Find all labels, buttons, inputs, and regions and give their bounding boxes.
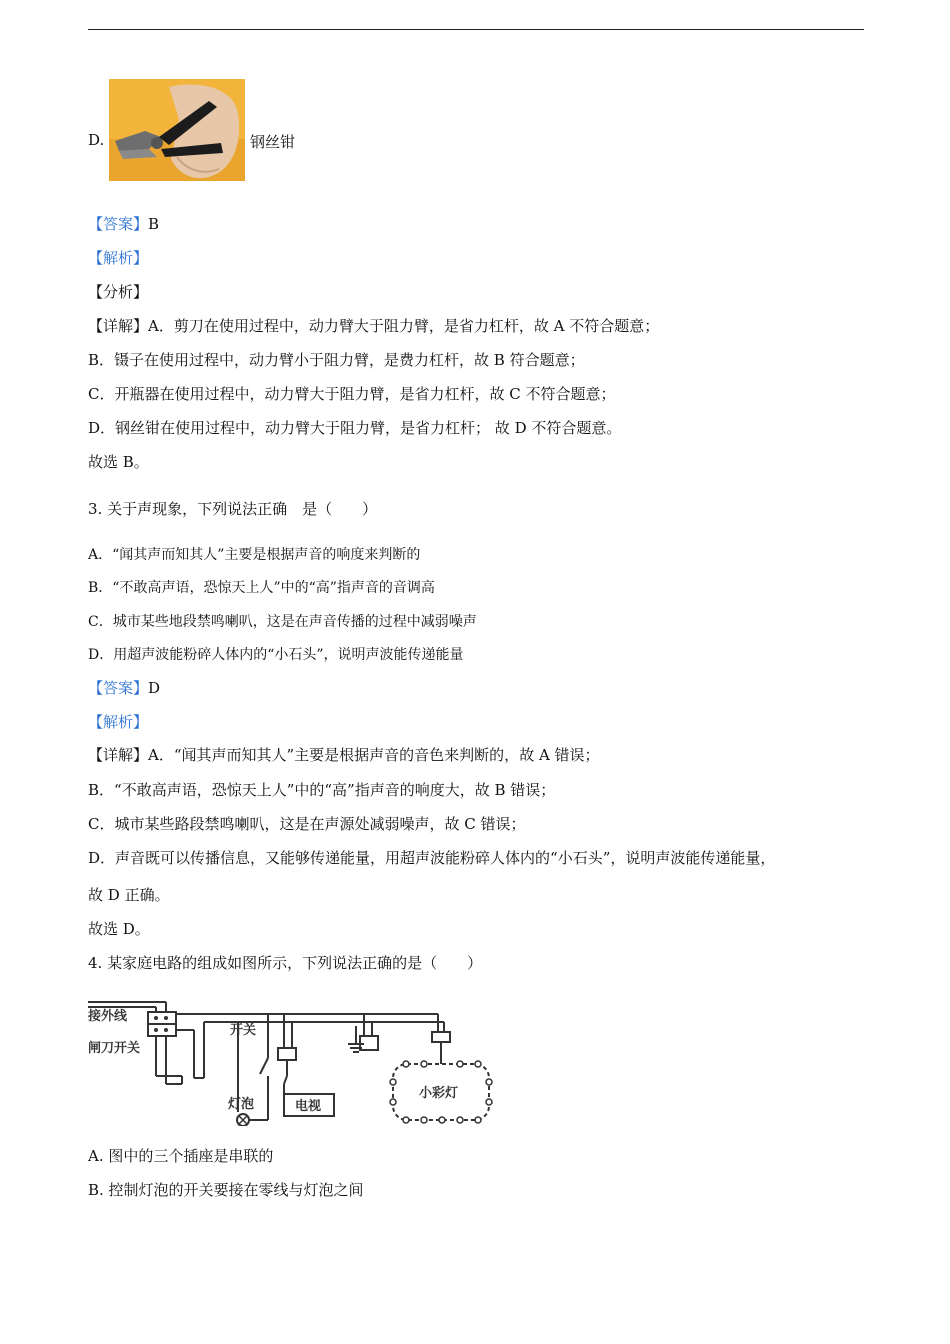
detail-a xyxy=(88,316,659,336)
q3-option-a: A．“闻其声而知其人”主要是根据声音的响度来判断的 xyxy=(88,547,421,563)
label-switch: 开关 xyxy=(230,1023,257,1038)
pliers-photo xyxy=(109,79,245,181)
q3-detail-c: C．城市某些路段禁鸣喇叭，这是在声源处减弱噪声，故 C 错误； xyxy=(88,815,526,833)
q3-answer-value: D xyxy=(148,679,161,697)
q3-answer-tag: 【答案】 xyxy=(88,679,149,697)
detail-a-text: A．剪刀在使用过程中，动力臂大于阻力臂，是省力杠杆，故 A 不符合题意； xyxy=(148,317,660,335)
q3-detail-a xyxy=(88,745,600,765)
label-external-line: 接外线 xyxy=(88,1009,128,1024)
answer-value: B xyxy=(148,215,160,233)
detail-d: D．钢丝钳在使用过程中，动力臂大于阻力臂，是省力杠杆； 故 D 不符合题意。 xyxy=(88,419,622,437)
answer-line xyxy=(88,214,159,234)
q4-option-a: A. 图中的三个插座是串联的 xyxy=(88,1147,274,1165)
q3-option-c: C．城市某些地段禁鸣喇叭，这是在声音传播的过程中减弱噪声 xyxy=(88,614,477,630)
q3-stem: 3. 关于声现象，下列说法正确 是（ ） xyxy=(88,500,378,518)
q3-detail-tag: 【详解】 xyxy=(88,746,149,764)
label-tv: 电视 xyxy=(295,1099,322,1114)
option-d-label: D. xyxy=(88,131,105,149)
q4-stem: 4. 某家庭电路的组成如图所示，下列说法正确的是（ ） xyxy=(88,954,483,972)
header-rule xyxy=(88,29,864,30)
label-bulb: 灯泡 xyxy=(228,1097,255,1112)
q4-option-b: B. 控制灯泡的开关要接在零线与灯泡之间 xyxy=(88,1181,364,1199)
analysis-tag: 【解析】 xyxy=(88,249,149,267)
label-knife-switch: 闸刀开关 xyxy=(88,1041,141,1056)
detail-c: C．开瓶器在使用过程中，动力臂大于阻力臂，是省力杠杆，故 C 不符合题意； xyxy=(88,385,616,403)
label-string-lights: 小彩灯 xyxy=(419,1086,459,1101)
q3-answer-line xyxy=(88,678,160,698)
q3-detail-b: B．“不敢高声语，恐惊天上人”中的“高”指声音的响度大，故 B 错误； xyxy=(88,781,556,799)
answer-tag: 【答案】 xyxy=(88,215,149,233)
circuit-diagram xyxy=(88,996,508,1126)
q3-detail-a-text: A．“闻其声而知其人”主要是根据声音的音色来判断的，故 A 错误； xyxy=(148,746,600,764)
detail-tag: 【详解】 xyxy=(88,317,149,335)
q3-option-b: B．“不敢高声语，恐惊天上人”中的“高”指声音的音调高 xyxy=(88,580,435,596)
q3-detail-d1: D．声音既可以传播信息，又能够传递能量，用超声波能粉碎人体内的“小石头”，说明声波能传递能量， xyxy=(88,849,776,867)
option-d-caption: 钢丝钳 xyxy=(250,133,296,151)
conclusion: 故选 B。 xyxy=(88,453,149,471)
q3-analysis-tag: 【解析】 xyxy=(88,713,149,731)
analysis-sub-tag: 【分析】 xyxy=(88,283,149,301)
detail-b: B．镊子在使用过程中，动力臂小于阻力臂，是费力杠杆，故 B 符合题意； xyxy=(88,351,585,369)
q3-option-d: D．用超声波能粉碎人体内的“小石头”，说明声波能传递能量 xyxy=(88,647,464,663)
q3-detail-d2: 故 D 正确。 xyxy=(88,886,170,904)
q3-conclusion: 故选 D。 xyxy=(88,920,150,938)
